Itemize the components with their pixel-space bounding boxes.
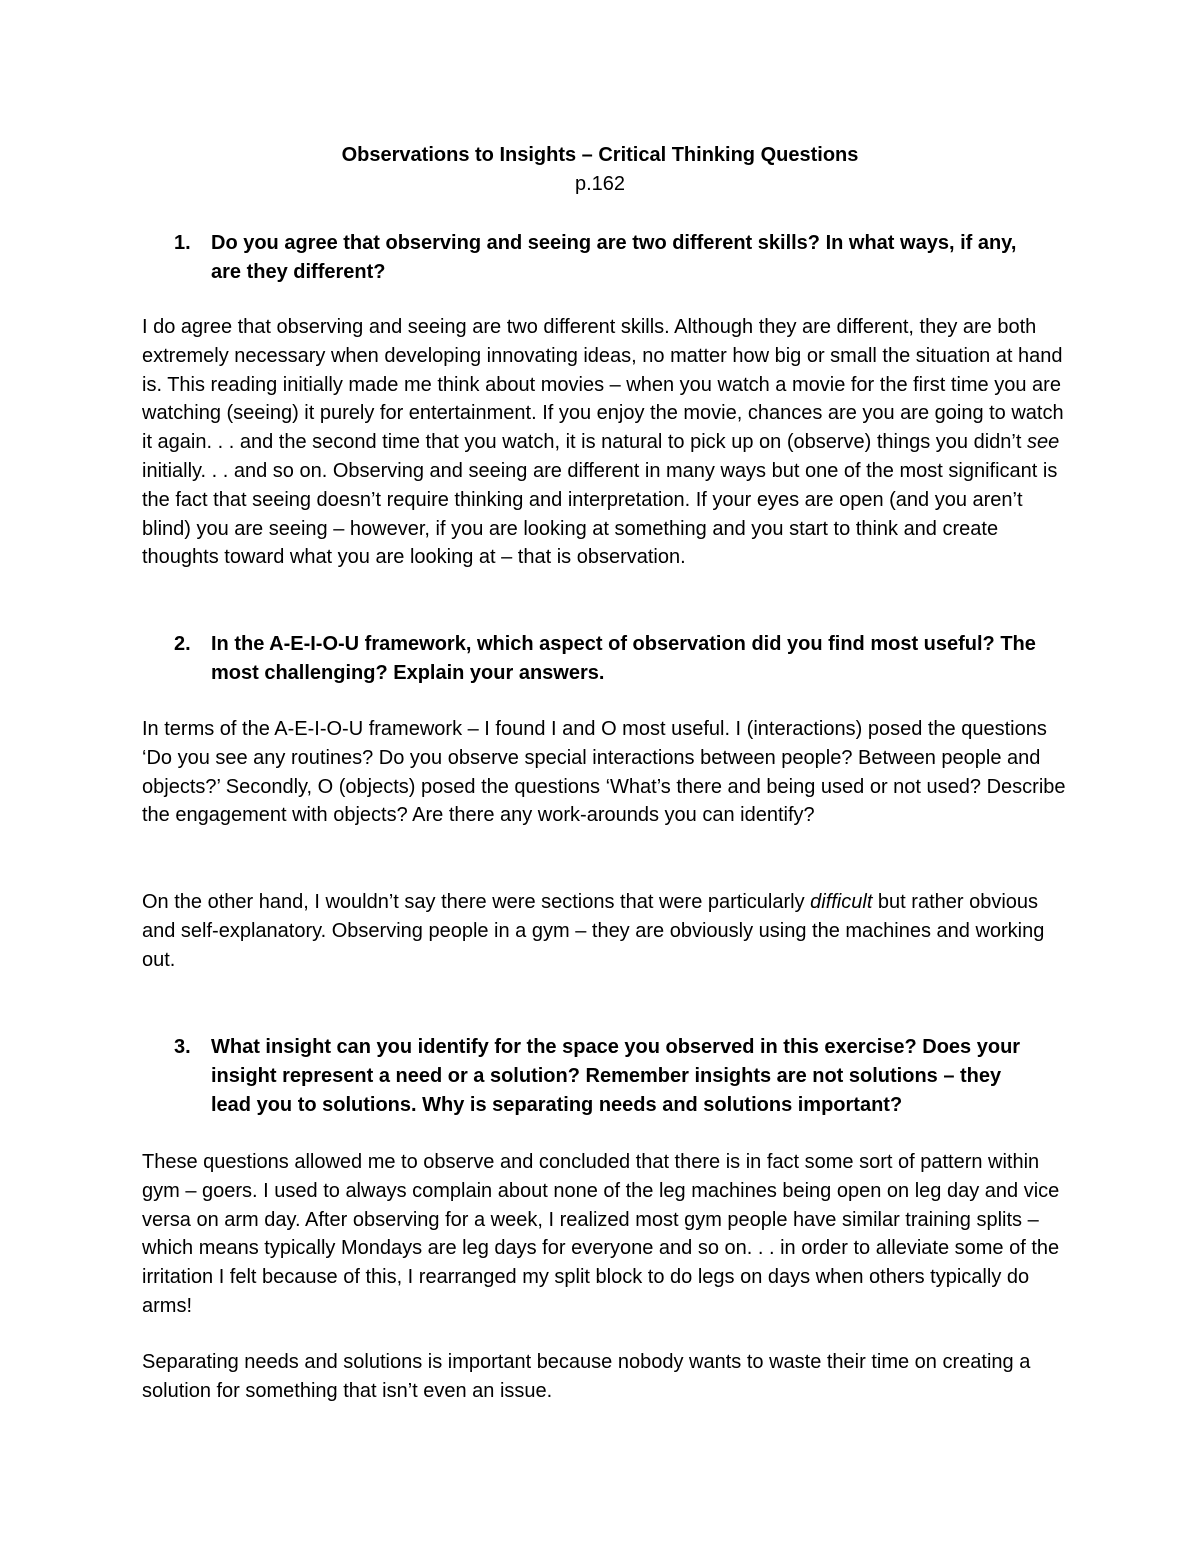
- question-number: 2.: [174, 633, 191, 655]
- question-number: 3.: [174, 1036, 191, 1058]
- question-1: [174, 229, 1044, 287]
- answer-1: [142, 313, 1067, 572]
- question-3: [174, 1033, 1044, 1120]
- emphasized-word: see: [1026, 431, 1060, 454]
- question-text: In the A-E-I-O-U framework, which aspect of observation did you find most useful? The most challenging? Explain your answers.: [211, 633, 1036, 684]
- answer-text: but rather obvious and self-explanatory. Observing people in a gym – they are obviously using the machines and working out.: [142, 891, 1045, 971]
- question-text: Do you agree that observing and seeing are two different skills? In what ways, if any, are they different?: [211, 232, 1017, 283]
- answer-3-paragraph-1: These questions allowed me to observe and concluded that there is in fact some sort of pattern within gym – goers. I used to always complain about none of the leg machines being open on leg day and vice versa on arm day. After observing for a week, I realized most gym people have similar training splits – which means typically Mondays are leg days for everyone and so on. . . in order to alleviate some of the irritation I felt because of this, I rearranged my split block to do legs on days when others typically do arms!: [142, 1151, 1060, 1317]
- emphasized-word: difficult: [810, 891, 873, 913]
- question-text: What insight can you identify for the space you observed in this exercise? Does your insight represent a need or a solution? Remember insights are not solutions – they lead you to solutions. Why is separating needs and solutions important?: [211, 1036, 1021, 1116]
- page-title: Observations to Insights – Critical Thinking Questions: [341, 144, 859, 166]
- page-reference: p.162: [574, 173, 626, 195]
- answer-2-paragraph-1: In terms of the A-E-I-O-U framework – I found I and O most useful. I (interactions) posed the questions ‘Do you see any routines? Do you observe special interactions between people? Between people and objects?’ Secondly, O (objects) posed the questions ‘What’s there and being used or not used? Describe the engagement with objects? Are there any work-arounds you can identify?: [142, 718, 1066, 827]
- answer-3-paragraph-2: Separating needs and solutions is important because nobody wants to waste their time on creating a solution for something that isn’t even an issue.: [142, 1351, 1031, 1402]
- question-2: [174, 630, 1044, 688]
- answer-text: initially. . . and so on. Observing and seeing are different in many ways but one of the most significant is the fact that seeing doesn’t require thinking and interpretation. If your eyes are open (and you aren’t blind) you are seeing – however, if you are looking at something and you start to think and create thoughts toward what you are looking at – that is observation.: [142, 459, 1058, 569]
- answer-text: I do agree that observing and seeing are two different skills. Although they are different, they are both extremely necessary when developing innovating ideas, no matter how big or small the situation at hand is. This reading initially made me think about movies – when you watch a movie for the first time you are watching (seeing) it purely for entertainment. If you enjoy the movie, chances are you are going to watch it again. . . and the second time that you watch, it is natural to pick up on (observe) things you didn’t: [142, 316, 1064, 454]
- answer-2-paragraph-2: [142, 888, 1067, 974]
- question-number: 1.: [174, 232, 191, 254]
- answer-text: On the other hand, I wouldn’t say there were sections that were particularly: [142, 891, 811, 913]
